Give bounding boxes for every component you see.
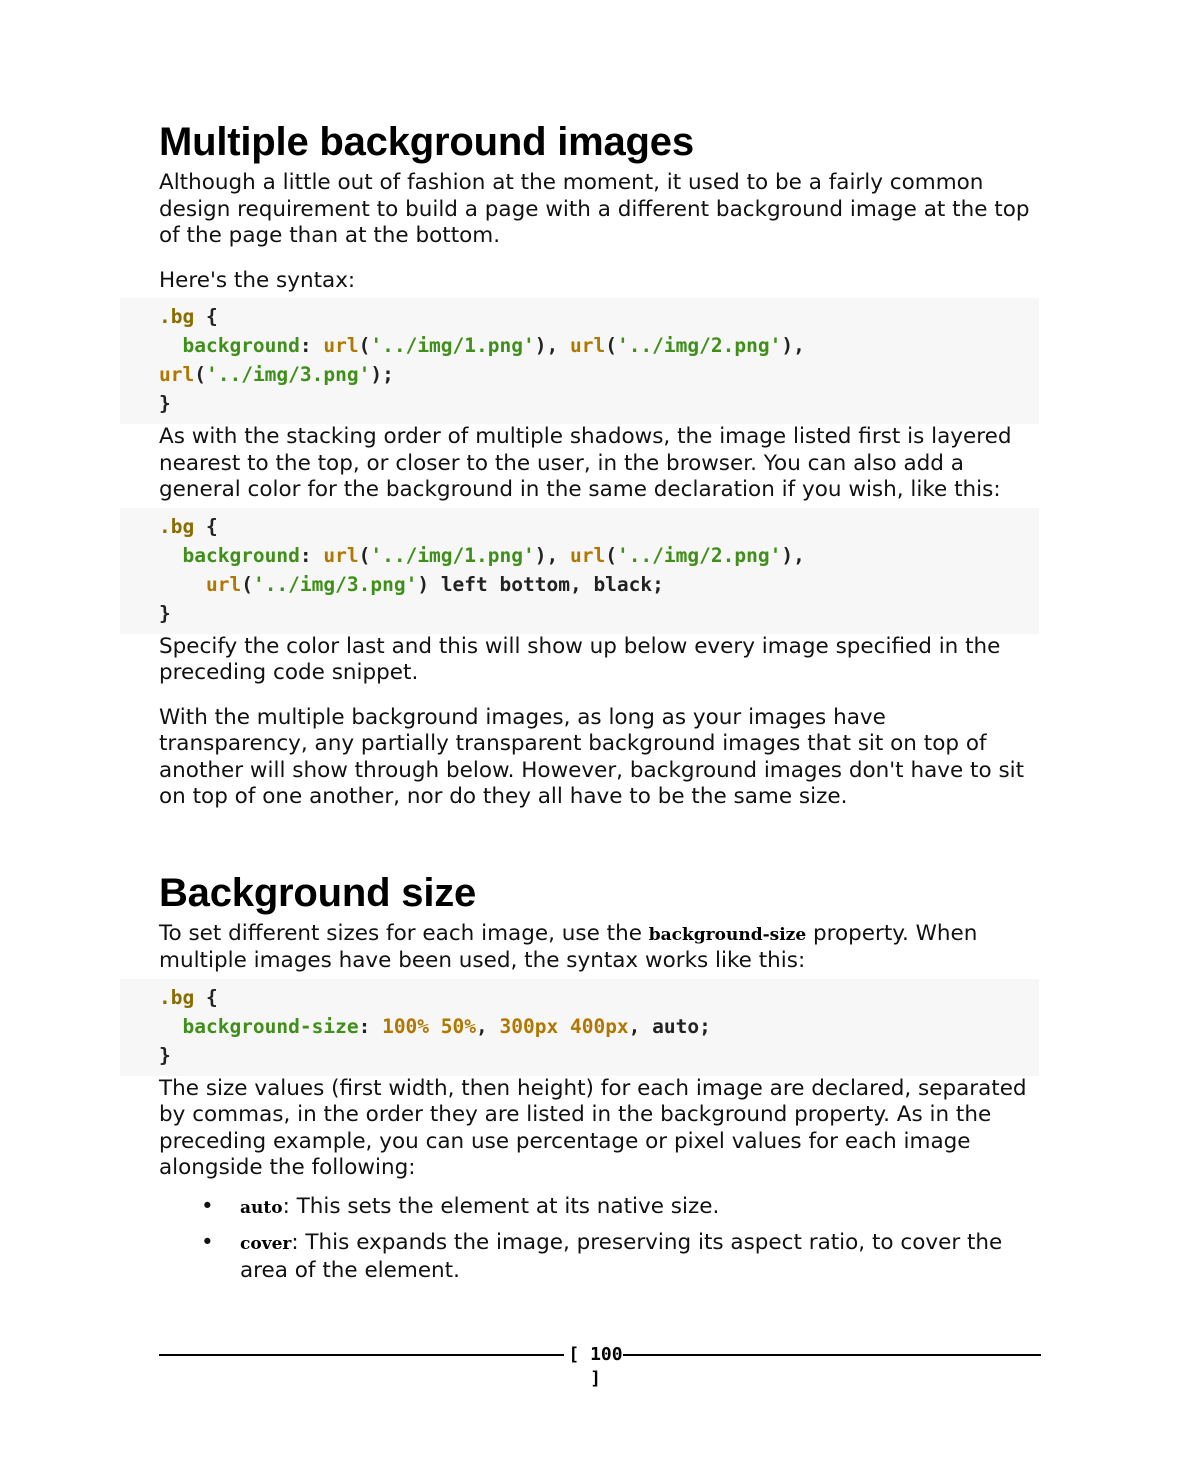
bullet-icon: • bbox=[201, 1193, 214, 1219]
document-page bbox=[159, 118, 1039, 1293]
page-footer bbox=[159, 1343, 1041, 1389]
code-block-2: .bg { background: url('../img/1.png'), url('../img/2.png'), url('../img/3.png') left bottom, black; } bbox=[120, 508, 1039, 634]
page-number: [ 100 ] bbox=[568, 1344, 623, 1389]
background-size-intro: To set different sizes for each image, use the background-size property. When multiple images have been used, the syntax works like this: bbox=[159, 920, 978, 973]
footer-rule-right bbox=[623, 1354, 1041, 1356]
footer-rule-left bbox=[159, 1354, 564, 1356]
inline-code-background-size: background-size bbox=[648, 924, 807, 945]
paragraph-stacking-order: As with the stacking order of multiple shadows, the image listed first is layered nearest to the top, or closer to the user, in the browser. You can also add a general color for the background in the same declaration if you wish, like this: bbox=[159, 424, 1012, 502]
paragraph-size-values: The size values (first width, then height) for each image are declared, separated by commas, in the order they are listed in the background property. As in the preceding example, you can use percentage or pixel values for each image alongside the following: bbox=[159, 1075, 1027, 1180]
section-heading-background-size: Background size bbox=[159, 870, 477, 915]
section-heading-multiple-backgrounds: Multiple background images bbox=[159, 120, 694, 164]
code-selector: .bg bbox=[159, 305, 195, 328]
code-block-3: .bg { background-size: 100% 50%, 300px 400px, auto; } bbox=[120, 979, 1039, 1076]
code-property: background bbox=[182, 334, 300, 357]
list-item: • cover: This expands the image, preserving its aspect ratio, to cover the area of the element. bbox=[201, 1230, 1003, 1283]
code-block-1: .bg { background: url('../img/1.png'), url('../img/2.png'), url('../img/3.png'); } bbox=[120, 298, 1039, 424]
syntax-label: Here's the syntax: bbox=[159, 267, 356, 293]
intro-paragraph: Although a little out of fashion at the moment, it used to be a fairly common design requirement to build a page with a different background image at the top of the page than at the bottom. bbox=[159, 170, 1030, 248]
paragraph-transparency: With the multiple background images, as long as your images have transparency, any partially transparent background images that sit on top of another will show through below. However, background images don't have to sit on top of one another, nor do they all have to be the same size. bbox=[159, 704, 1025, 809]
bullet-list bbox=[159, 1194, 1039, 1285]
list-item: • auto: This sets the element at its native size. bbox=[201, 1193, 720, 1219]
paragraph-color-last: Specify the color last and this will show up below every image specified in the preceding code snippet. bbox=[159, 633, 1001, 685]
bullet-icon: • bbox=[201, 1230, 214, 1255]
